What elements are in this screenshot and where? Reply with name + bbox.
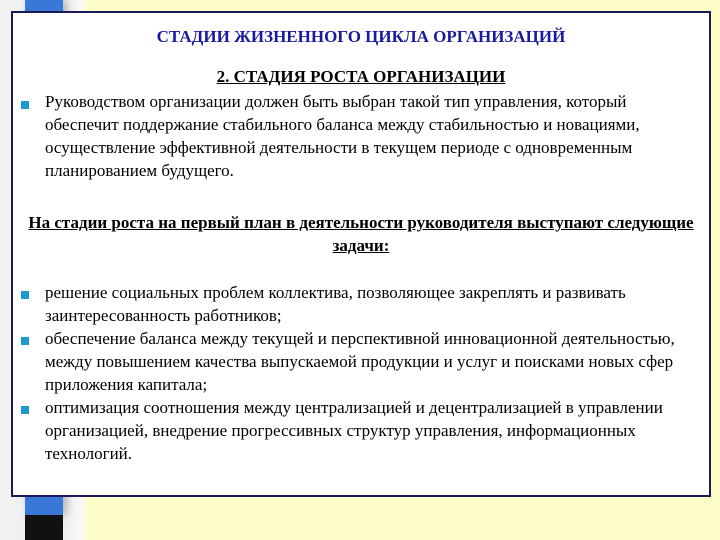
task-item: оптимизация соотношения между централизацией и децентрализацией в управлении организацией, внедрение прогрессивных структур управления, информационных технологий. — [45, 398, 663, 463]
task-item: решение социальных проблем коллектива, позволяющее закреплять и развивать заинтересованность работников; — [45, 283, 626, 325]
bullet-icon — [21, 406, 29, 414]
bullet-icon — [21, 337, 29, 345]
task-item: обеспечение баланса между текущей и перспективной инновационной деятельностью, между повышением качества выпускаемой продукции и услуг и поисками новых сфер приложения капитала; — [45, 329, 675, 394]
tasks-heading: На стадии роста на первый план в деятельности руководителя выступают следующие задачи: — [28, 213, 694, 255]
slide-content-box — [11, 11, 711, 497]
slide-title: СТАДИИ ЖИЗНЕННОГО ЦИКЛА ОРГАНИЗАЦИЙ — [156, 27, 566, 46]
bullet-icon — [21, 291, 29, 299]
intro-paragraph: Руководством организации должен быть выбран такой тип управления, который обеспечит поддержание стабильного баланса между стабильностью и новациями, осуществление эффективной деятельности в текущем периоде с одновременным планированием будущего. — [45, 92, 640, 180]
section-heading: 2. СТАДИЯ РОСТА ОРГАНИЗАЦИИ — [216, 67, 506, 86]
bullet-icon — [21, 101, 29, 109]
black-bar-decoration — [25, 515, 63, 540]
